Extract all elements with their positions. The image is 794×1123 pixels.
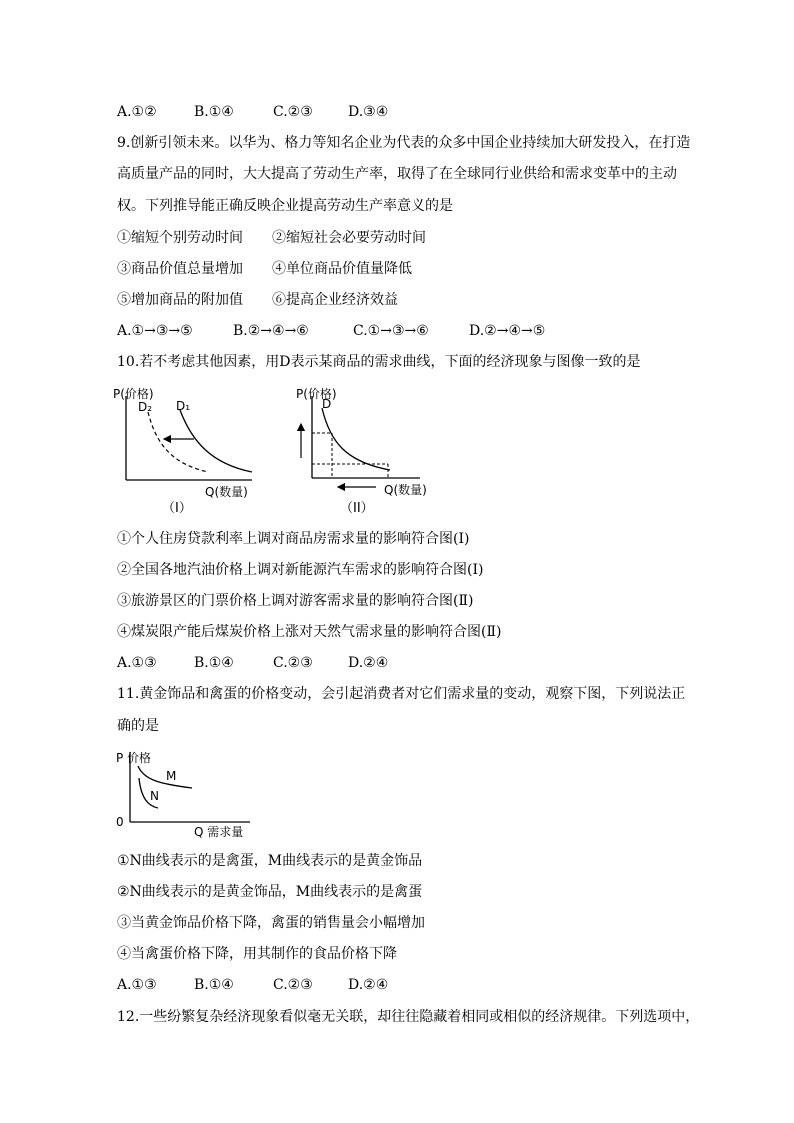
q9-item-3: ③商品价值总量增加 — [117, 261, 243, 277]
q11-stem-line-1: 11.黄金饰品和禽蛋的价格变动，会引起消费者对它们需求量的变动，观察下图，下列说法正 — [117, 686, 686, 702]
fig3-ylabel: P 价格 — [116, 751, 152, 765]
q10-item-2: ②全国各地汽油价格上调对新能源汽车需求的影响符合图(I) — [117, 562, 484, 578]
q10-option-d: D.②④ — [348, 655, 389, 671]
q11-options — [117, 975, 388, 995]
q9-option-c: C.①→③→⑥ — [353, 323, 429, 339]
demand-figure-i — [110, 384, 270, 518]
q11-item-1: ①N曲线表示的是禽蛋，M曲线表示的是黄金饰品 — [117, 853, 423, 869]
demand-figure-ii — [292, 384, 452, 518]
q8-option-a: A.①② — [117, 104, 157, 120]
q9-option-b: B.②→④→⑥ — [233, 323, 309, 339]
q8-option-c: C.②③ — [273, 104, 313, 120]
fig2-caption: （II） — [340, 501, 374, 516]
q11-option-b: B.①④ — [194, 977, 234, 993]
fig2-xlabel: Q(数量) — [384, 483, 427, 497]
fig3-xlabel: Q 需求量 — [194, 825, 244, 839]
fig1-xlabel: Q(数量) — [205, 485, 248, 499]
fig1-label-d1: D₁ — [176, 399, 191, 413]
q9-item-row-3 — [117, 290, 398, 310]
q10-option-c: C.②③ — [273, 655, 313, 671]
fig3-label-n: N — [150, 789, 159, 803]
fig1-curve-d2 — [148, 412, 208, 472]
q11-stem-line-2: 确的是 — [117, 718, 159, 734]
q9-item-2: ②缩短社会必要劳动时间 — [272, 230, 426, 246]
q9-item-5: ⑤增加商品的附加值 — [117, 292, 243, 308]
q9-item-row-2 — [117, 259, 412, 279]
q9-item-row-1 — [117, 228, 426, 248]
fig1-ylabel: P(价格) — [113, 387, 154, 401]
fig3-label-m: M — [166, 769, 177, 783]
q11-option-c: C.②③ — [273, 977, 313, 993]
q10-item-3: ③旅游景区的门票价格上调对游客需求量的影响符合图(Ⅱ) — [117, 593, 474, 609]
q8-options — [117, 102, 388, 122]
q11-option-a: A.①③ — [117, 977, 157, 993]
q10-stem: 10.若不考虑其他因素，用D表示某商品的需求曲线，下面的经济现象与图像一致的是 — [117, 354, 641, 370]
q9-stem-line-2: 高质量产品的同时，大大提高了劳动生产率，取得了在全球同行业供给和需求变革中的主动 — [117, 166, 677, 182]
q9-item-6: ⑥提高企业经济效益 — [272, 292, 398, 308]
q11-item-2: ②N曲线表示的是黄金饰品，M曲线表示的是禽蛋 — [117, 884, 423, 900]
q9-item-4: ④单位商品价值量降低 — [272, 261, 412, 277]
q10-item-4: ④煤炭限产能后煤炭价格上涨对天然气需求量的影响符合图(Ⅱ) — [117, 624, 502, 640]
fig1-curve-d1 — [180, 410, 252, 472]
demand-figure-mn — [110, 744, 270, 840]
q11-item-3: ③当黄金饰品价格下降，禽蛋的销售量会小幅增加 — [117, 915, 425, 931]
q10-options — [117, 653, 388, 673]
fig2-ylabel: P(价格) — [296, 387, 337, 401]
q11-option-d: D.②④ — [348, 977, 389, 993]
q10-item-1: ①个人住房贷款利率上调对商品房需求量的影响符合图(I) — [117, 531, 470, 547]
fig2-label-d: D — [322, 397, 332, 411]
q12-stem-line-1: 12.一些纷繁复杂经济现象看似毫无关联，却往往隐藏着相同或相似的经济规律。下列选项中， — [117, 1009, 700, 1025]
q8-option-d: D.③④ — [348, 104, 389, 120]
fig1-label-d2: D₂ — [138, 400, 153, 414]
q9-options — [117, 321, 545, 341]
fig1-caption: （I） — [162, 501, 192, 516]
q9-stem-line-3: 权。下列推导能正确反映企业提高劳动生产率意义的是 — [117, 198, 453, 214]
q9-option-d: D.②→④→⑤ — [469, 323, 546, 339]
q9-option-a: A.①→③→⑤ — [117, 323, 193, 339]
q11-item-4: ④当禽蛋价格下降，用其制作的食品价格下降 — [117, 946, 397, 962]
q9-item-1: ①缩短个别劳动时间 — [117, 230, 243, 246]
q9-stem-line-1: 9.创新引领未来。以华为、格力等知名企业为代表的众多中国企业持续加大研发投入，在打造 — [117, 135, 691, 151]
q10-option-b: B.①④ — [194, 655, 234, 671]
fig3-origin: 0 — [116, 815, 124, 829]
fig3-curve-m — [138, 766, 192, 788]
q8-option-b: B.①④ — [194, 104, 234, 120]
q10-option-a: A.①③ — [117, 655, 157, 671]
